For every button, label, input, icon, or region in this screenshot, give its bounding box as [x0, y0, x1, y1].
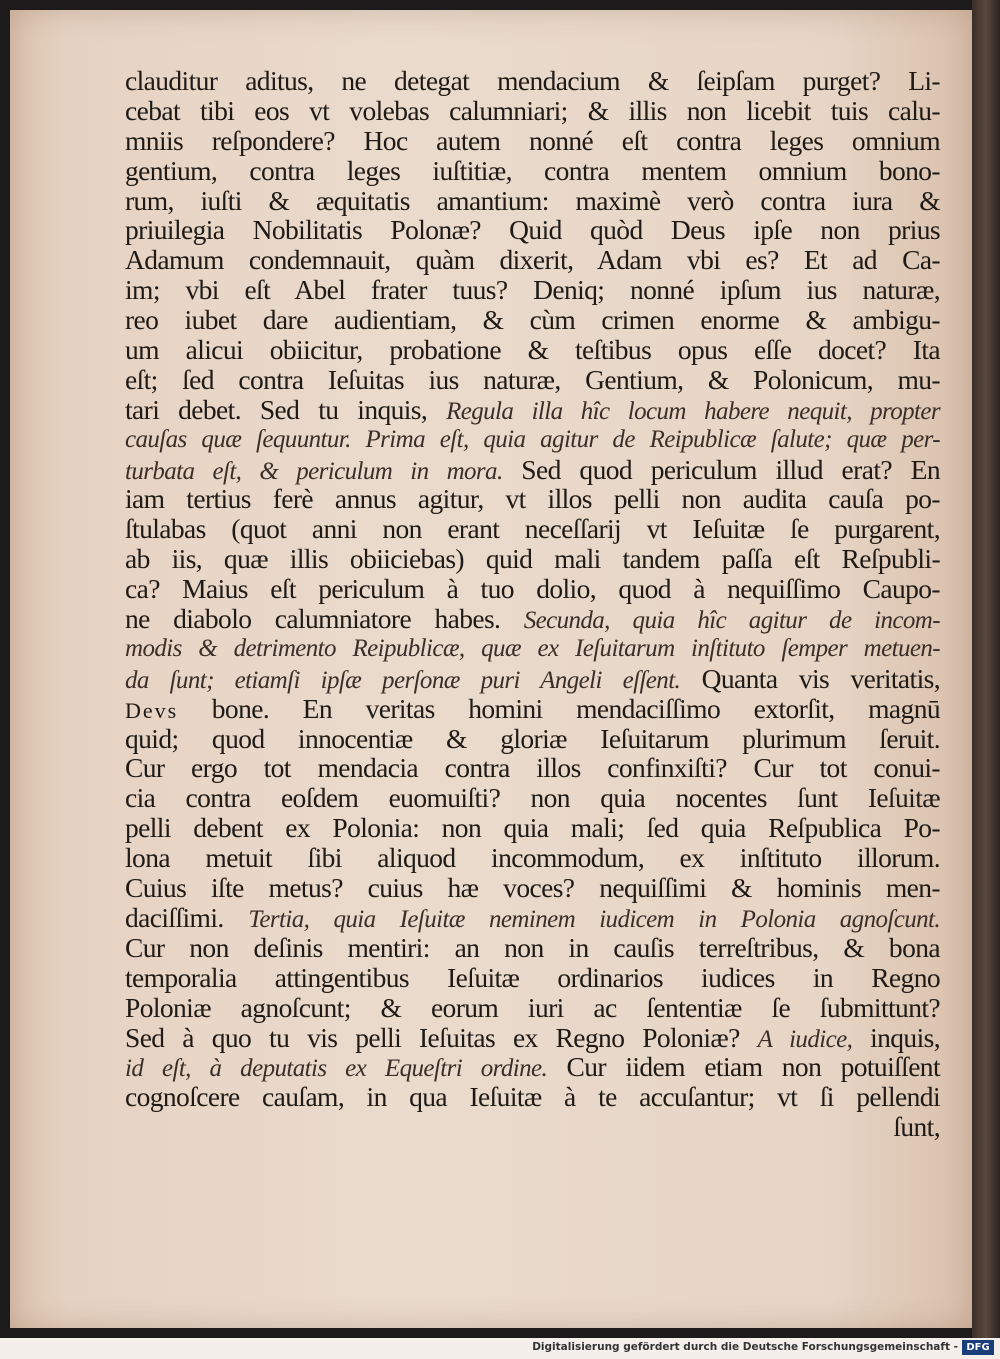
roman-run: Sed quod periculum illud erat? En	[521, 453, 941, 485]
digitization-footer	[0, 1338, 1000, 1359]
text-line: im; vbi eſt Abel frater tuus? Deniq; nonné ipſum ius naturæ,	[125, 274, 940, 306]
text-line: eſt; ſed contra Ieſuitas ius naturæ, Gentium, & Polonicum, mu-	[125, 363, 940, 395]
text-line: Cur ergo tot mendacia contra illos confinxiſti? Cur tot conui-	[125, 752, 940, 784]
italic-run: id eſt, à deputatis ex Equeſtri ordine.	[125, 1055, 548, 1083]
italic-run: Tertia, quia Ieſuitæ neminem iudicem in Polonia agnoſcunt.	[248, 905, 941, 933]
text-line: Cur non deſinis mentiri: an non in cauſis terreſtribus, & bona	[125, 931, 940, 963]
text-line: temporalia attingentibus Ieſuitæ ordinarios iudices in Regno	[125, 961, 940, 993]
italic-run: turbata eſt, & periculum in mora.	[125, 457, 503, 485]
text-line: ab iis, quæ illis obiiciebas) quid mali tandem paſſa eſt Reſpubli-	[125, 543, 940, 575]
text-line: ca? Maius eſt periculum à tuo dolio, quod à nequiſſimo Caupo-	[125, 573, 940, 605]
italic-run: Secunda, quia hîc agitur de incom-	[523, 607, 940, 635]
text-line: modis & detrimento Reipublicæ, quæ ex Ieſuitarum inſtituto ſemper metuen-	[125, 634, 940, 662]
text-line: iam tertius ferè annus agitur, vt illos pelli non audita cauſa po-	[125, 483, 940, 515]
text-line: cauſas quæ ſequuntur. Prima eſt, quia agitur de Reipublicæ ſalute; quæ per-	[125, 425, 940, 453]
small-caps-run: Devs	[125, 697, 179, 723]
dfg-logo: DFG	[962, 1340, 994, 1355]
text-line: cebat tibi eos vt volebas calumniari; & illis non licebit tuis calu-	[125, 94, 940, 126]
italic-run: Regula illa hîc locum habere nequit, propter	[446, 397, 940, 425]
text-line: quid; quod innocentiæ & gloriæ Ieſuitarum plurimum ſeruit.	[125, 722, 940, 754]
text-line	[125, 694, 940, 724]
text-line	[125, 903, 940, 933]
roman-run: inquis,	[870, 1021, 940, 1053]
book-edge	[972, 0, 1000, 1338]
text-line: Adamum condemnauit, quàm dixerit, Adam vbi es? Et ad Ca-	[125, 244, 940, 276]
roman-run: Sed à quo tu vis pelli Ieſuitas ex Regno Poloniæ?	[125, 1021, 740, 1053]
text-line: lona metuit ſibi aliquod incommodum, ex inſtituto illorum.	[125, 842, 940, 874]
text-line	[125, 395, 940, 425]
text-line: reo iubet dare audientiam, & cùm crimen enorme & ambigu-	[125, 304, 940, 336]
text-line: rum, iuſti & æquitatis amantium: maximè verò contra iura &	[125, 184, 940, 216]
text-line	[125, 1023, 940, 1053]
text-line	[125, 604, 940, 634]
roman-run: Cur iidem etiam non potuiſſent	[566, 1051, 940, 1083]
text-line	[125, 455, 940, 485]
text-line	[125, 1052, 940, 1082]
text-line: cognoſcere cauſam, in qua Ieſuitæ à te accuſantur; vt ſi pellendi	[125, 1081, 940, 1113]
text-line: pelli debent ex Polonia: non quia mali; ſed quia Reſpublica Po-	[125, 812, 940, 844]
italic-run: da ſunt; etiamſi ipſæ perſonæ puri Angeli eſſent.	[125, 666, 681, 694]
text-line: gentium, contra leges iuſtitiæ, contra mentem omnium bono-	[125, 154, 940, 186]
text-line: Poloniæ agnoſcunt; & eorum iuri ac ſententiæ ſe ſubmittunt?	[125, 991, 940, 1023]
text-line: um alicui obiicitur, probatione & teſtibus opus eſſe docet? Ita	[125, 334, 940, 366]
roman-run: daciſſimi.	[125, 901, 224, 933]
page-text	[125, 66, 940, 1142]
roman-run: ne diabolo calumniatore habes.	[125, 603, 501, 635]
roman-run: bone. En veritas homini mendaciſſimo extorſit, magnū	[211, 692, 940, 724]
text-line: mniis reſpondere? Hoc autem nonné eſt contra leges omnium	[125, 124, 940, 156]
funding-credit: Digitalisierung gefördert durch die Deutsche Forschungsgemeinschaft -	[532, 1341, 958, 1353]
text-line: Cuius iſte metus? cuius hæ voces? nequiſſimi & hominis men-	[125, 872, 940, 904]
roman-run: tari debet. Sed tu inquis,	[125, 393, 428, 425]
text-line: ſtulabas (quot anni non erant neceſſarij vt Ieſuitæ ſe purgarent,	[125, 513, 940, 545]
text-line	[125, 664, 940, 694]
text-line: priuilegia Nobilitatis Polonæ? Quid quòd Deus ipſe non prius	[125, 214, 940, 246]
roman-run: Quanta vis veritatis,	[701, 662, 940, 694]
text-line: cia contra eoſdem euomuiſti? non quia nocentes ſunt Ieſuitæ	[125, 782, 940, 814]
catchword: ſunt,	[893, 1111, 940, 1143]
italic-run: A iudice,	[757, 1025, 853, 1053]
text-line: clauditur aditus, ne detegat mendacium & ſeipſam purget? Li-	[125, 65, 940, 96]
